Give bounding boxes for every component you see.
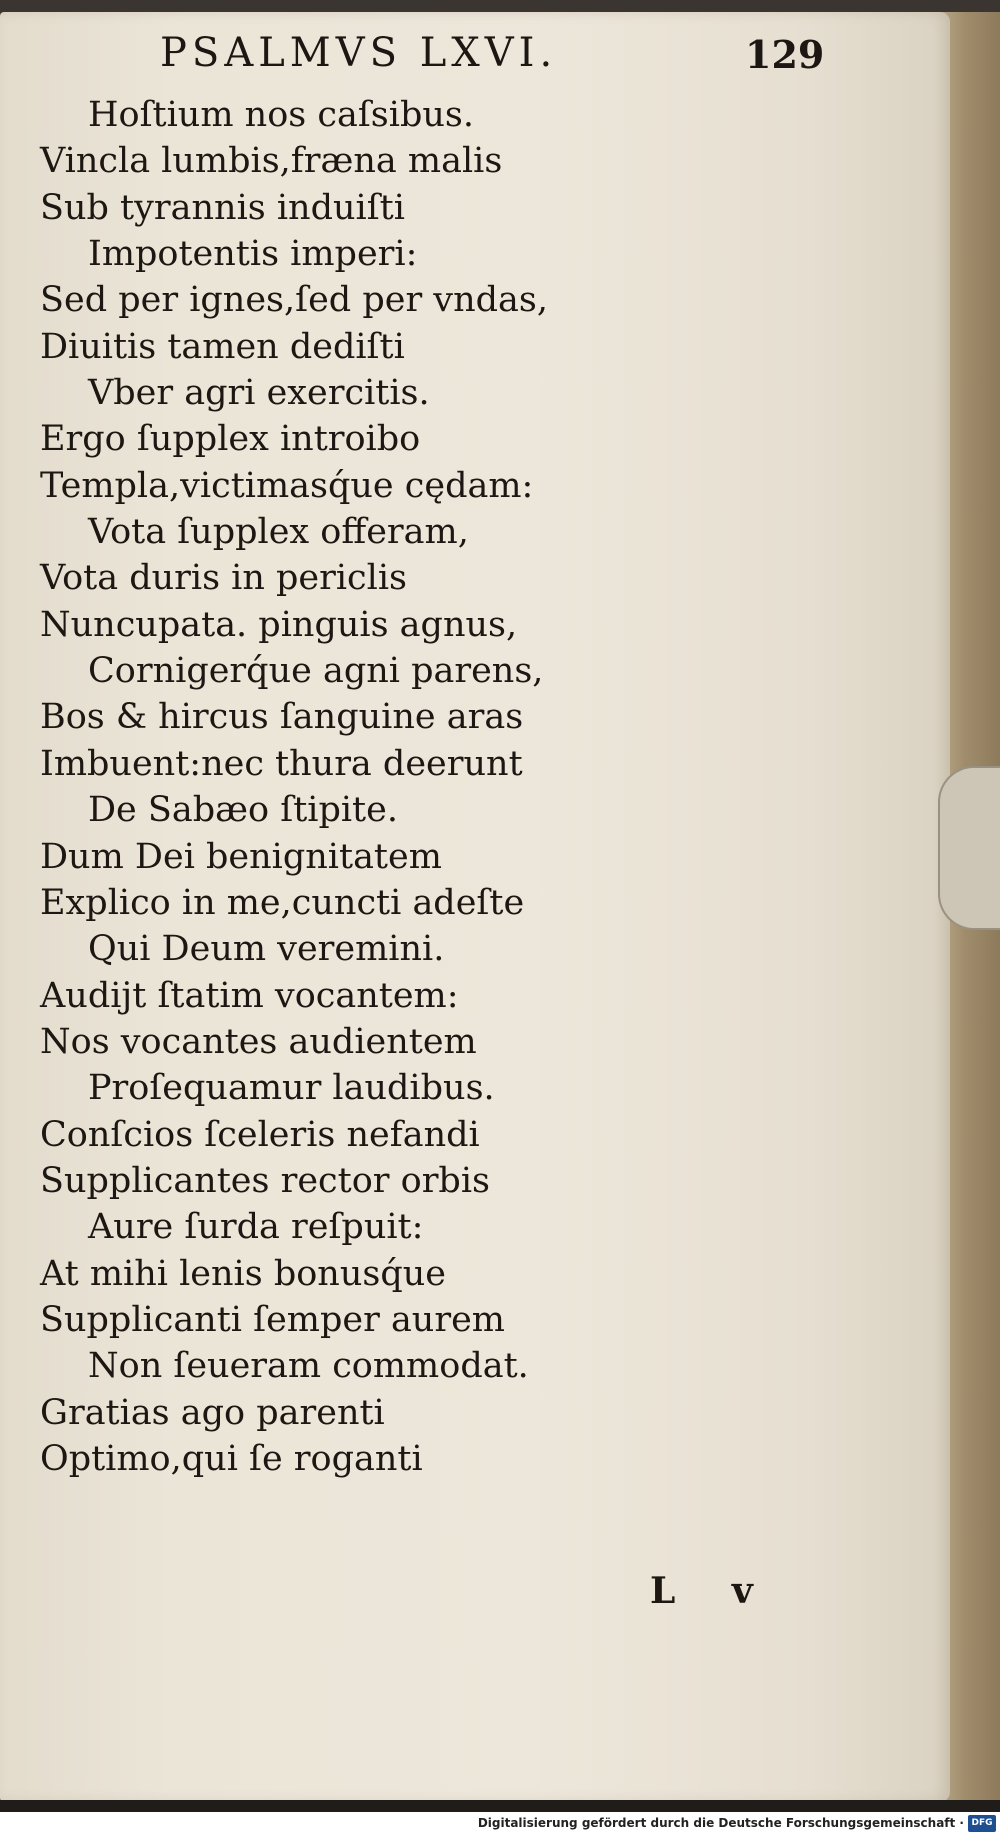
verse-line: Imbuent:nec thura deerunt: [40, 743, 523, 784]
verse-line: Non ſeueram commodat.: [88, 1346, 529, 1387]
verse-line: Explico in me,cuncti adeſte: [40, 882, 525, 923]
dfg-logo: DFG: [968, 1815, 996, 1832]
verse-line: Diuitis tamen dediſti: [40, 326, 405, 367]
verse-line: At mihi lenis bonusq́ue: [40, 1253, 447, 1294]
verse-line: Proſequamur laudibus.: [88, 1068, 495, 1109]
verse-line: Hoſtium nos caſsibus.: [88, 95, 474, 135]
page-edge-tab: [938, 766, 1000, 930]
verse-line: Gratias ago parenti: [40, 1392, 385, 1433]
verse-line: Aure ſurda reſpuit:: [88, 1207, 424, 1248]
verse-line: Sed per ignes,ſed per vndas,: [40, 280, 548, 321]
verse-line: Templa,victimasq́ue cędam:: [40, 465, 534, 506]
verse-line: Vota ſupplex offeram,: [88, 512, 469, 553]
page-number: 129: [745, 32, 825, 77]
verse-line: De Sabæo ſtipite.: [88, 790, 398, 831]
verse-line: Ergo ſupplex introibo: [40, 419, 421, 460]
verse-line: Impotentis imperi:: [88, 234, 418, 275]
verse-line: Vber agri exercitis.: [88, 373, 430, 414]
verse-line: Conſcios ſceleris nefandi: [40, 1114, 480, 1155]
verse-line: Supplicanti ſemper aurem: [40, 1299, 505, 1340]
catchword-signature: L v: [650, 1570, 775, 1612]
verse-line: Cornigerq́ue agni parens,: [88, 651, 544, 692]
verse-line: Supplicantes rector orbis: [40, 1160, 490, 1201]
verse-line: Dum Dei benignitatem: [40, 836, 442, 877]
verse-line: Vincla lumbis,fræna malis: [40, 141, 503, 182]
digitization-footer: [0, 1812, 1000, 1836]
verse-line: Optimo,qui ſe roganti: [40, 1438, 423, 1479]
verse-line: Vota duris in periclis: [40, 558, 408, 599]
verse-line: Nos vocantes audientem: [40, 1021, 477, 1062]
verse-line: Qui Deum veremini.: [88, 929, 445, 970]
verse-line: Bos & hircus ſanguine aras: [40, 697, 524, 738]
verse-line: Sub tyrannis induiſti: [40, 187, 405, 228]
funding-credit: Digitalisierung gefördert durch die Deutsche Forschungsgemeinschaft ·: [477, 1816, 964, 1830]
verse-line: Audijt ſtatim vocantem:: [40, 975, 459, 1016]
running-head-title: PSALMVS LXVI.: [160, 30, 558, 76]
verse-block: [40, 92, 660, 1482]
verse-line: Nuncupata. pinguis agnus,: [40, 604, 518, 645]
